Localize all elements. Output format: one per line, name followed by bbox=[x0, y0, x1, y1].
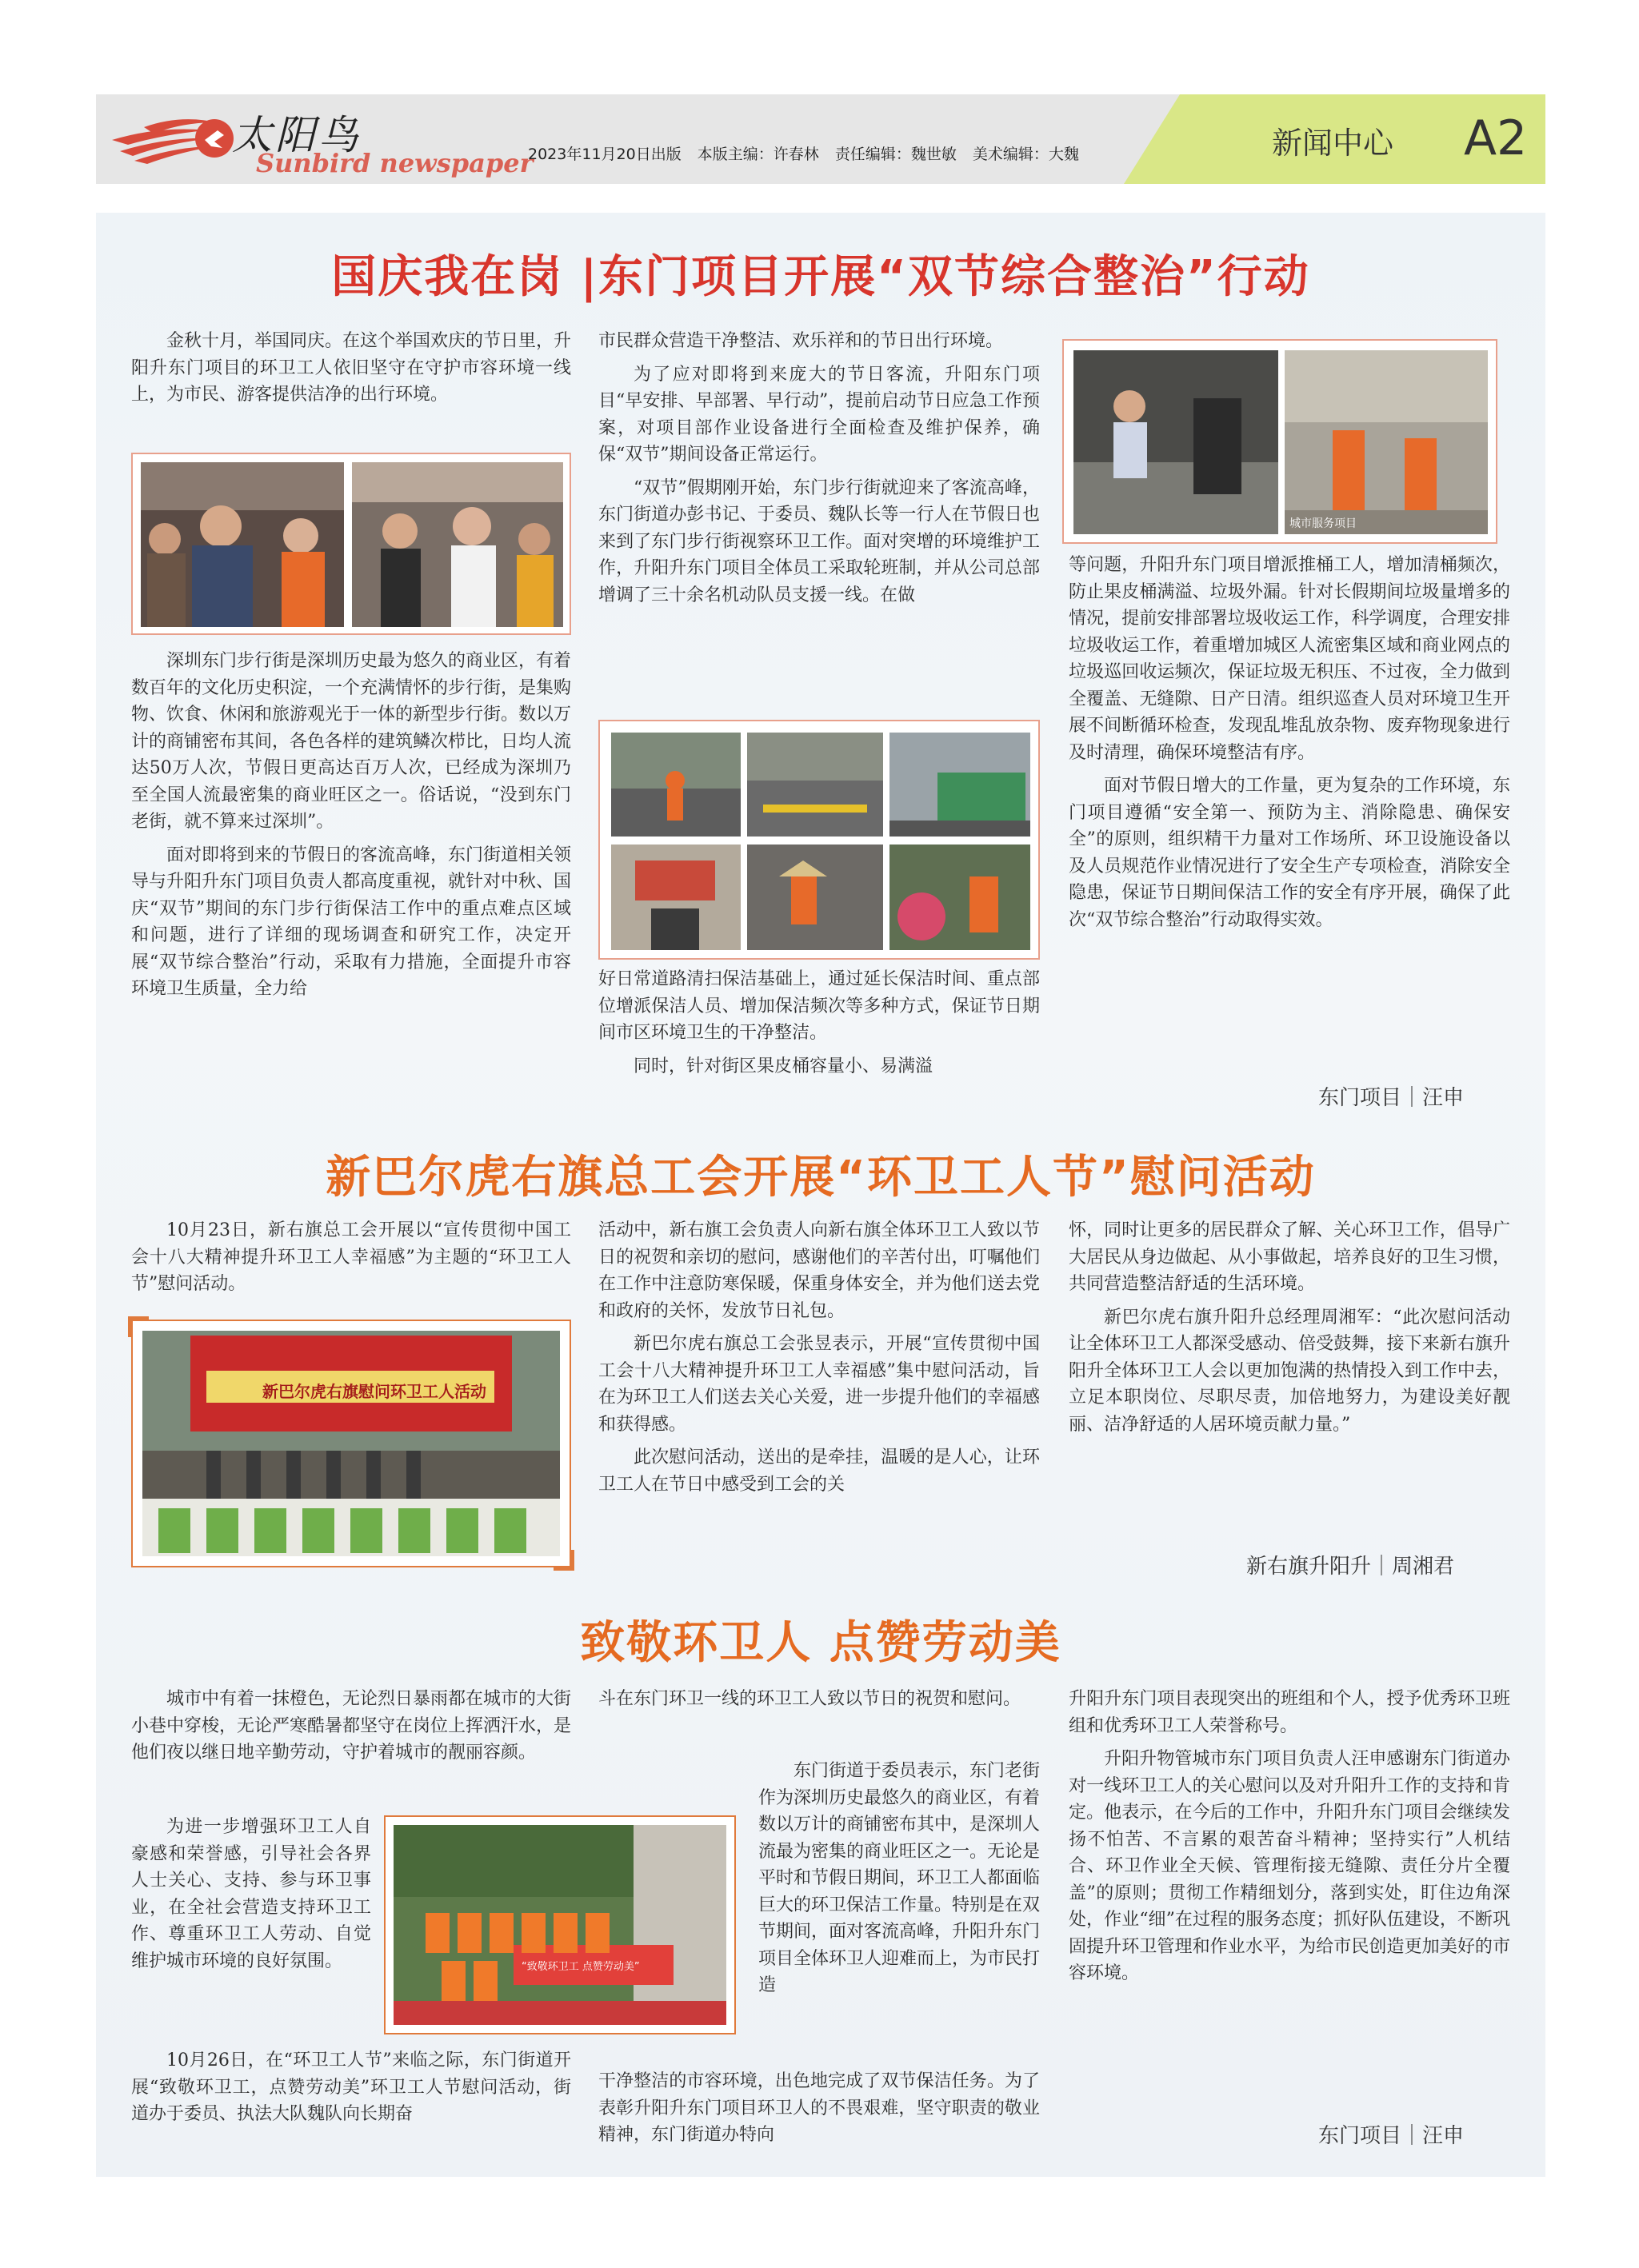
paragraph: 斗在东门环卫一线的环卫工人致以节日的祝贺和慰问。 bbox=[598, 1689, 1021, 1709]
page-number: A2 bbox=[1464, 110, 1528, 166]
article3-col1-wrap bbox=[131, 1814, 371, 1981]
paragraph: 新巴尔虎右旗总工会张昱表示，开展“宣传贯彻中国工会十八大精神提升环卫工人幸福感”集中慰问活动，旨在为环卫工人们送去关心关爱，进一步提升他们的幸福感和获得感。 bbox=[598, 1334, 1040, 1435]
article3-col2-top bbox=[598, 1686, 1040, 1719]
street-cleaning-photo bbox=[1285, 350, 1488, 534]
paragraph: 等问题，升阳升东门项目增派推桶工人，增加清桶频次，防止果皮桶满溢、垃圾外漏。针对长假期间垃圾量增多的情况，提前安排部署垃圾收运工作，科学调度，合理安排垃圾收运工作，着重增加城区人流密集区域和商业网点的垃圾巡回收运频次，保证垃圾无积压、不过夜，全力做到全覆盖、无缝隙、日产日清。组织巡查人员对环境卫生开展不间断循环检查，发现乱堆乱放杂物、废弃物现象进行及时清理，确保环境整洁有序。 bbox=[1069, 555, 1510, 763]
paragraph: 东门街道于委员表示，东门老街作为深圳历史最悠久的商业区，有着数以万计的商铺密布其中，是深圳人流最为密集的商业旺区之一。无论是平时和节假日期间，环卫工人都面临巨大的环卫保洁工作量。特别是在双节期间，面对客流高峰，升阳升东门项目全体环卫人迎难而上，为市民打造 bbox=[758, 1761, 1041, 1995]
article3-col1-bottom bbox=[131, 2047, 571, 2134]
paragraph: 升阳升东门项目表现突出的班组和个人，授予优秀环卫班组和优秀环卫工人荣誉称号。 bbox=[1069, 1689, 1510, 1736]
article1-title: 国庆我在岗 |东门项目开展“双节综合整治”行动 bbox=[331, 251, 1310, 303]
article1-col1-body bbox=[131, 648, 571, 1009]
sunbird-logo-icon bbox=[112, 110, 240, 166]
article2-col2 bbox=[598, 1217, 1040, 1504]
article3-col2-bottom bbox=[598, 2068, 1040, 2155]
article3-byline: 东门项目｜汪申 bbox=[1318, 2124, 1465, 2148]
paragraph: 活动中，新右旗工会负责人向新右旗全体环卫工人致以节日的祝贺和亲切的慰问，感谢他们的辛苦付出，叮嘱他们在工作中注意防寒保暖，保重身体安全，并为他们送去党和政府的关怀，发放节日礼包。 bbox=[598, 1220, 1040, 1321]
article1-col3 bbox=[1069, 552, 1510, 940]
paragraph: 好日常道路清扫保洁基础上，通过延长保洁时间、重点部位增派保洁人员、增加保洁频次等多种方式，保证节日期间市区环境卫生的干净整洁。 bbox=[598, 969, 1040, 1043]
frame-corner bbox=[554, 1550, 574, 1571]
article1-photo-grid bbox=[598, 720, 1040, 960]
article3-col2-wrap bbox=[758, 1758, 1040, 2006]
cleaning-photo bbox=[889, 845, 1030, 950]
cleaning-truck-photo bbox=[889, 733, 1030, 837]
street-crowd-photo bbox=[141, 462, 344, 627]
paragraph: 市民群众营造干净整洁、欢乐祥和的节日出行环境。 bbox=[598, 331, 1004, 351]
paragraph: 10月23日，新右旗总工会开展以“宣传贯彻中国工会十八大精神提升环卫工人幸福感”为主题的“环卫工人节”慰问活动。 bbox=[131, 1220, 571, 1294]
cleaning-photo bbox=[611, 845, 741, 950]
article1-col1-intro bbox=[131, 328, 571, 415]
paragraph: 金秋十月，举国同庆。在这个举国欢庆的节日里，升阳升东门项目的环卫工人依旧坚守在守护市容环境一线上，为市民、游客提供洁净的出行环境。 bbox=[131, 331, 572, 405]
article2-event-photo bbox=[131, 1320, 571, 1567]
section-name: 新闻中心 bbox=[1272, 126, 1394, 161]
paragraph: 城市中有着一抹橙色，无论烈日暴雨都在城市的大街小巷中穿梭，无论严寒酷暑都坚守在岗位上挥洒汗水，是他们夜以继日地辛勤劳动，守护着城市的靓丽容颜。 bbox=[131, 1689, 572, 1763]
article1-photo-street bbox=[1062, 339, 1497, 544]
paragraph: 干净整洁的市容环境，出色地完成了双节保洁任务。为了表彰升阳升东门项目环卫人的不畏艰难，坚守职责的敬业精神，东门街道办特向 bbox=[598, 2071, 1040, 2145]
article2-col1 bbox=[131, 1217, 571, 1304]
paragraph: “双节”假期刚开始，东门步行街就迎来了客流高峰，东门街道办彭书记、于委员、魏队长等一行人在节假日也来到了东门步行街视察环卫工作。面对突增的环境维护工作，升阳升东门项目全体员工采取轮班制，并从公司总部增调了三十余名机动队员支援一线。在做 bbox=[598, 477, 1040, 605]
editorial-credits bbox=[528, 142, 1090, 164]
article2-col3 bbox=[1069, 1217, 1510, 1444]
article1-col2-bottom bbox=[598, 966, 1040, 1086]
logo-chinese-text: 太阳鸟 bbox=[232, 112, 362, 158]
paragraph: 深圳东门步行街是深圳历史最为悠久的商业区，有着数百年的文化历史积淀，一个充满情怀的步行街，是集购物、饮食、休闲和旅游观光于一体的新型步行街。数以万计的商铺密布其间，各色各样的建筑鳞次栉比，日均人流达50万人次，节假日更高达百万人次，已经成为深圳乃至全国人流最密集的商业旺区之一。俗话说，“没到东门老街，就不算来过深圳”。 bbox=[131, 651, 572, 832]
article2-title: 新巴尔虎右旗总工会开展“环卫工人节”慰问活动 bbox=[326, 1152, 1316, 1204]
paragraph: 同时，针对街区果皮桶容量小、易满溢 bbox=[634, 1056, 933, 1076]
event-banner-text: 新巴尔虎右旗慰问环卫工人活动 bbox=[262, 1382, 486, 1401]
article3-title: 致敬环卫人 点赞劳动美 bbox=[580, 1617, 1061, 1669]
paragraph: 此次慰问活动，送出的是牵挂，温暖的是人心，让环卫工人在节日中感受到工会的关 bbox=[598, 1447, 1040, 1495]
frame-corner bbox=[128, 1316, 149, 1337]
paragraph: 升阳升物管城市东门项目负责人汪申感谢东门街道办对一线环卫工人的关心慰问以及对升阳升工作的支持和肯定。他表示，在今后的工作中，升阳升东门项目会继续发扬不怕苦、不言累的艰苦奋斗精神；坚持实行”人机结合、环卫作业全天候、管理衔接无缝隙、责任分片全覆盖”的原则；贯彻工作精细划分，落到实处，盯住边角深处，作业“细”在过程的服务态度；抓好队伍建设，不断巩固提升环卫管理和作业水平，为给市民创造更加美好的市容环境。 bbox=[1069, 1749, 1510, 1983]
paragraph: 新巴尔虎右旗升阳升总经理周湘军：“此次慰问活动让全体环卫工人都深受感动、倍受鼓舞，接下来新右旗升阳升全体环卫工人会以更加饱满的热情投入到工作中去，立足本职岗位、尽职尽责，加倍地努力，为建设美好靓丽、洁净舒适的人居环境贡献力量。” bbox=[1069, 1307, 1510, 1435]
paragraph: 10月26日，在“环卫工人节”来临之际，东门街道开展“致敬环卫工，点赞劳动美”环卫工人节慰问活动，街道办于委员、执法大队魏队向长期奋 bbox=[131, 2050, 571, 2124]
newspaper-logo bbox=[112, 100, 560, 180]
article1-byline: 东门项目｜汪申 bbox=[1318, 1086, 1465, 1110]
street-cleaning-photo bbox=[1073, 350, 1278, 534]
article2-byline: 新右旗升阳升｜周湘君 bbox=[1246, 1555, 1455, 1579]
street-crowd-photo bbox=[352, 462, 563, 627]
sanitation-workers-group-photo bbox=[394, 1825, 726, 2025]
banner-text: “致敬环卫工 点赞劳动美” bbox=[522, 1961, 640, 1973]
paragraph: 面对节假日增大的工作量，更为复杂的工作环境，东门项目遵循“安全第一、预防为主、消除隐患、确保安全”的原则，组织精干力量对工作场所、环卫设施设备以及人员规范作业情况进行了安全生产专项检查，消除安全隐患，保证节日期间保洁工作的安全有序开展，确保了此次“双节综合整治”行动取得实效。 bbox=[1069, 776, 1510, 930]
cleaning-photo bbox=[611, 733, 741, 837]
article3-group-photo bbox=[384, 1815, 736, 2034]
cleaning-photo bbox=[747, 845, 883, 950]
paragraph: 面对即将到来的节假日的客流高峰，东门街道相关领导与升阳升东门项目负责人都高度重视，就针对中秋、国庆“双节”期间的东门步行街保洁工作中的重点难点区域和问题，进行了详细的现场调查和研究工作，决定开展“双节综合整治”行动，采取有力措施，全面提升市容环境卫生质量，全力给 bbox=[131, 845, 572, 999]
photo-caption: 城市服务项目 bbox=[1289, 517, 1357, 530]
article1-col2-top bbox=[598, 328, 1040, 615]
logo-english-text: Sunbird newspaper bbox=[256, 148, 534, 178]
ceremony-photo bbox=[142, 1331, 560, 1556]
responsible-editor: 责任编辑：魏世敏 bbox=[834, 146, 957, 163]
cleaning-photo bbox=[747, 733, 883, 837]
paragraph: 为了应对即将到来庞大的节日客流，升阳东门项目“早安排、早部署、早行动”，提前启动节日应急工作预案，对项目部作业设备进行全面检查及维护保养，确保“双节”期间设备正常运行。 bbox=[598, 364, 1040, 465]
paragraph: 为进一步增强环卫工人自豪感和荣誉感，引导社会各界人士关心、支持、参与环卫事业，在全社会营造支持环卫工作、尊重环卫工人劳动、自觉维护城市环境的良好氛围。 bbox=[131, 1817, 371, 1971]
art-editor: 美术编辑：大魏 bbox=[972, 146, 1079, 163]
article1-photo-pair bbox=[131, 453, 571, 635]
publish-date: 2023年11月20日出版 bbox=[528, 146, 682, 163]
paragraph: 怀，同时让更多的居民群众了解、关心环卫工作，倡导广大居民从身边做起、从小事做起，培养良好的卫生习惯，共同营造整洁舒适的生活环境。 bbox=[1069, 1220, 1510, 1294]
article3-col1-top bbox=[131, 1686, 571, 1773]
article3-col3 bbox=[1069, 1686, 1510, 1994]
chief-editor: 本版主编：许春林 bbox=[697, 146, 819, 163]
